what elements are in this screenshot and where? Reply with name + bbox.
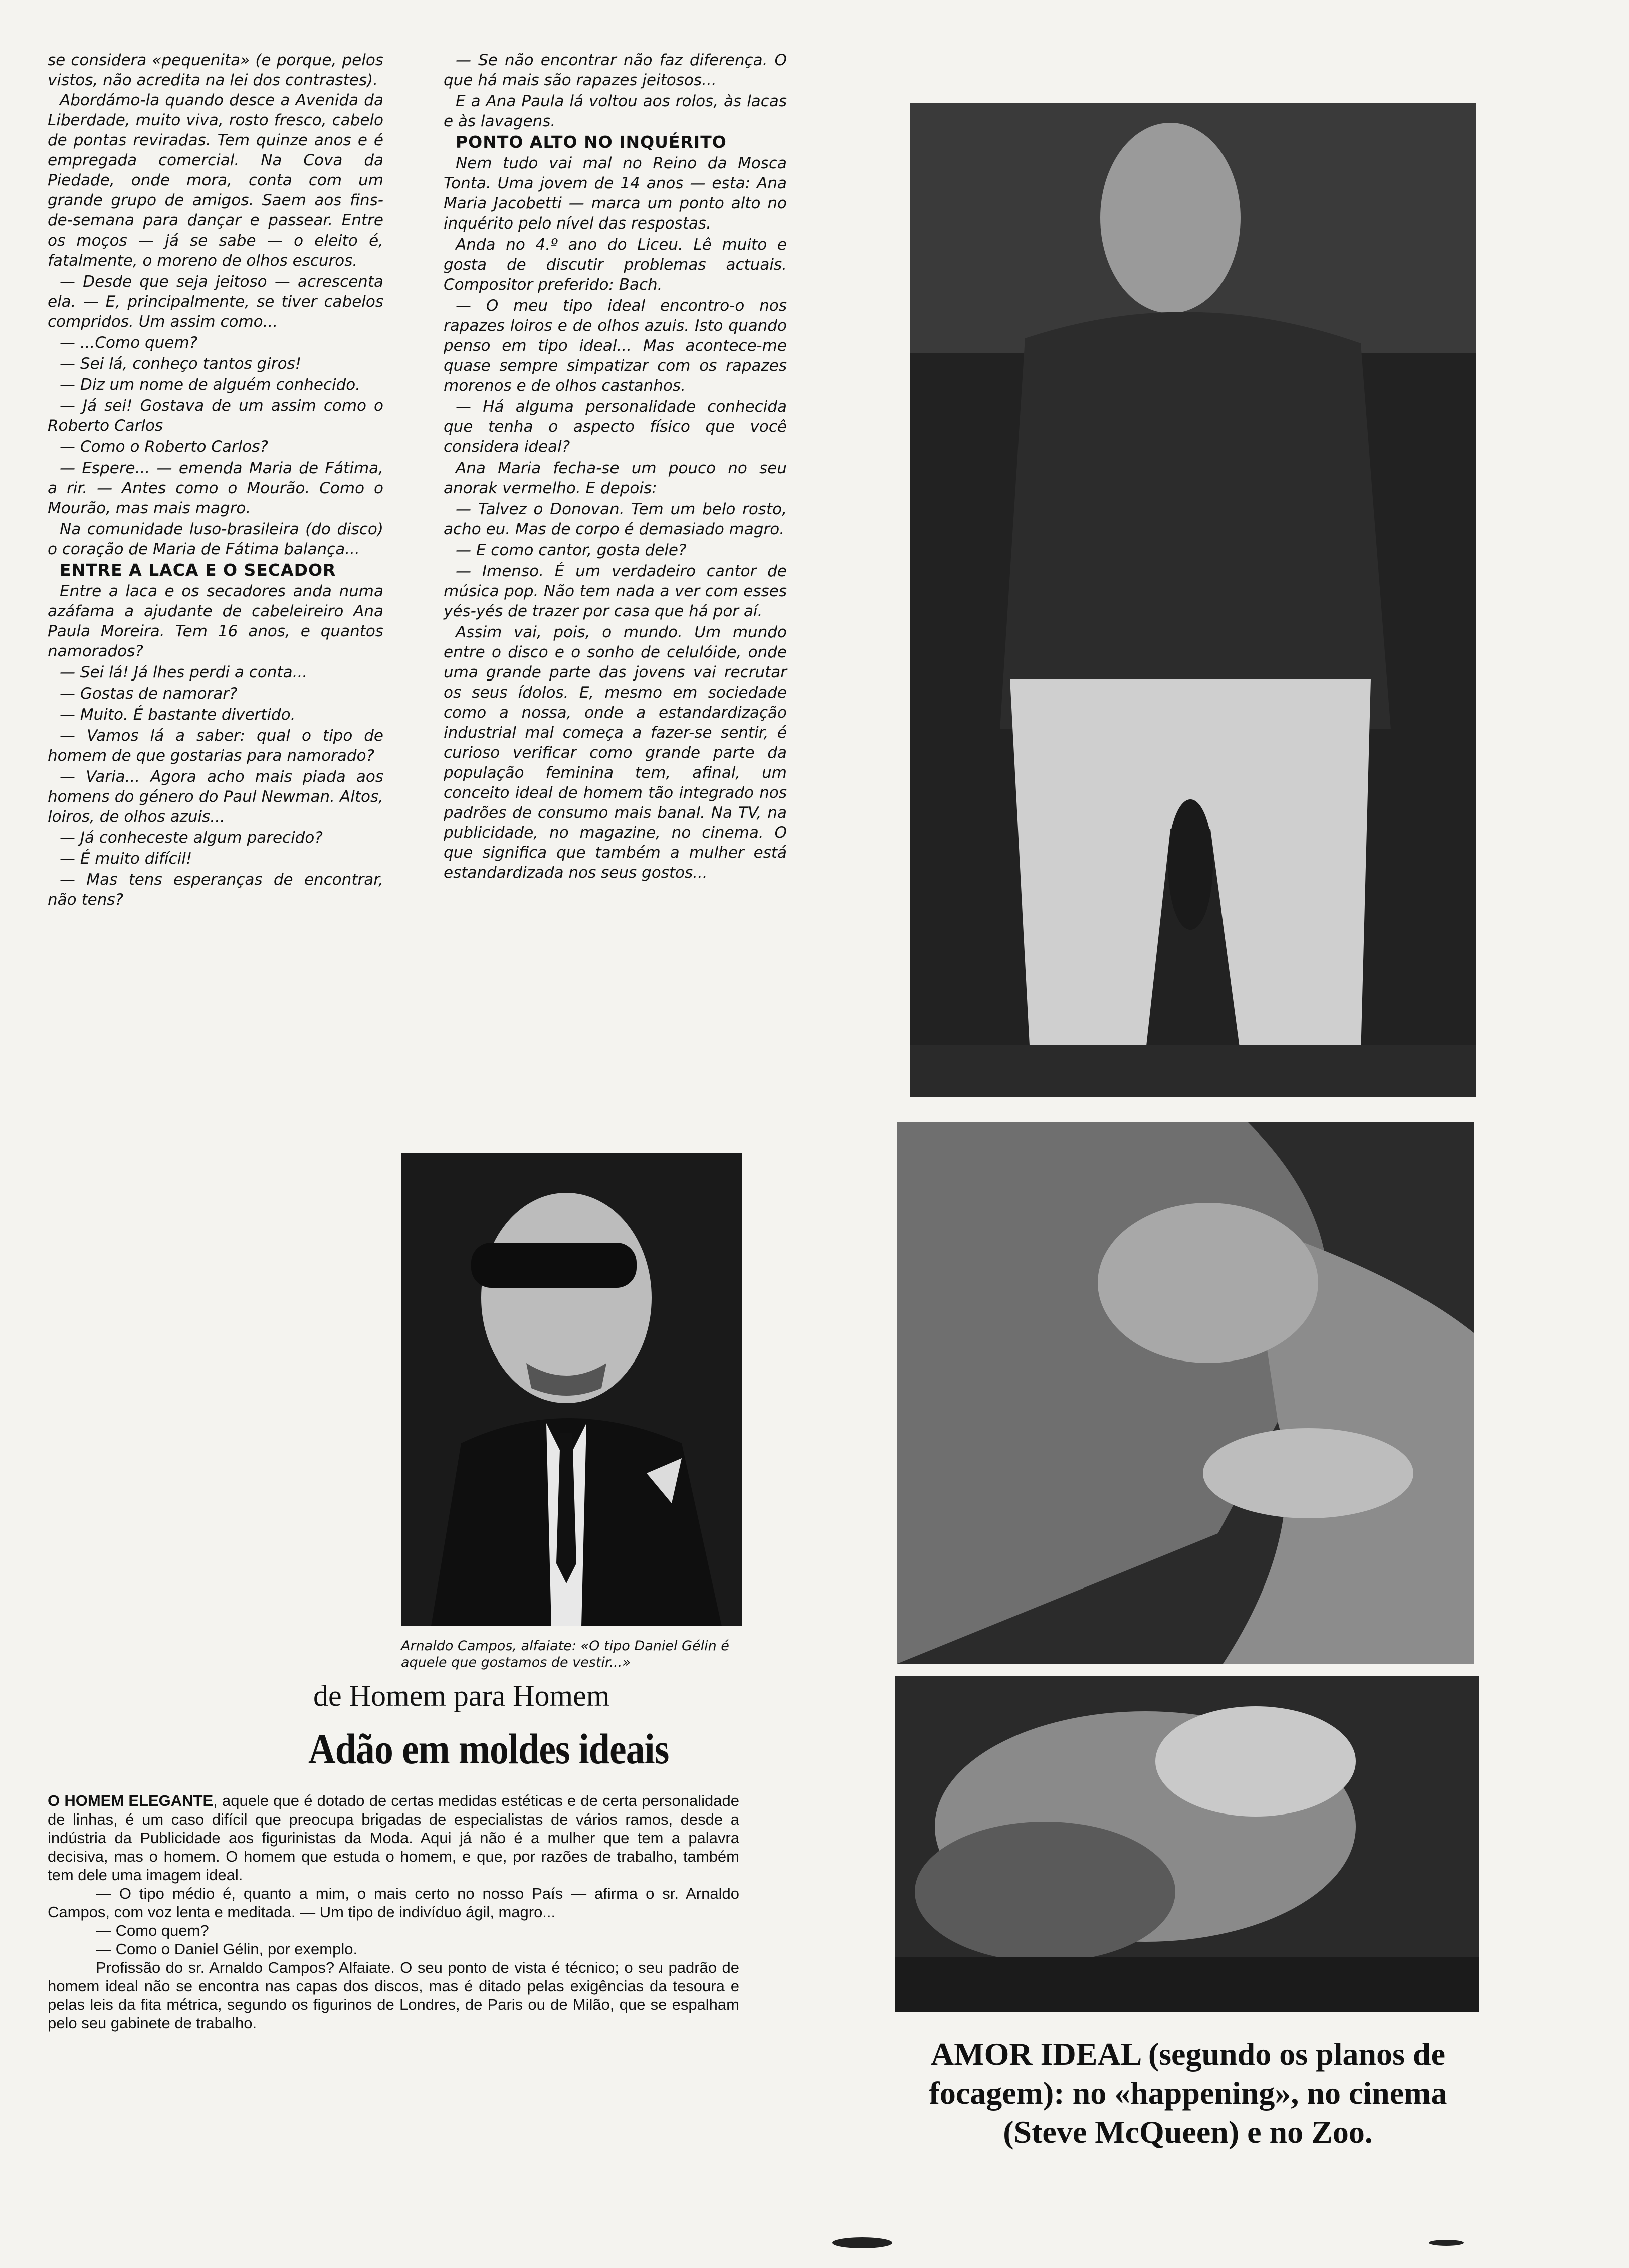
col1-para: se considera «pequenita» (e porque, pelos vistos, não acredita na lei dos contrastes). xyxy=(48,51,383,89)
col1-para: — Vamos lá a saber: qual o tipo de homem de que gostarias para namorado? xyxy=(48,727,383,765)
photos-caption-line-1: AMOR IDEAL (segundo os planos de xyxy=(931,2036,1445,2072)
column-1 xyxy=(48,50,383,911)
photo-zoo-art xyxy=(895,1676,1479,2012)
section-heading-laca: ENTRE A LACA E O SECADOR xyxy=(60,560,336,580)
column-2 xyxy=(444,50,787,884)
feature-para: — Como quem? xyxy=(96,1922,209,1939)
section-heading-ponto-alto: PONTO ALTO NO INQUÉRITO xyxy=(456,132,727,152)
feature-para-text: , aquele que é dotado de certas medidas estéticas e de certa personalidade de linhas, é um caso difícil que preocupa brigadas de especialistas de vários ramos, desde a indústria da Publicidade aos figurinistas da Moda. Aqui já não é a mulher que tem a palavra decisiva, mas o homem. O homem que estuda o homem, e que, por razões de trabalho, também tem dele uma imagem ideal. xyxy=(48,1792,739,1884)
photos-caption xyxy=(882,2034,1494,2152)
feature-para xyxy=(48,1791,739,1884)
portrait-caption: Arnaldo Campos, alfaiate: «O tipo Daniel Gélin é aquele que gostamos de vestir...» xyxy=(401,1638,729,1670)
col2-para: — Se não encontrar não faz diferença. O que há mais são rapazes jeitosos... xyxy=(444,51,787,89)
feature-para: — O tipo médio é, quanto a mim, o mais certo no nosso País — afirma o sr. Arnaldo Campos, com voz lenta e meditada. — Um tipo de indivíduo ágil, magro... xyxy=(48,1885,739,1921)
col2-para: — Há alguma personalidade conhecida que tenha o aspecto físico que você considera ideal? xyxy=(444,398,787,456)
col1-para: Entre a laca e os secadores anda numa azáfama a ajudante de cabeleireiro Ana Paula Moreira. Tem 16 anos, e quantos namorados? xyxy=(48,582,383,660)
col2-para: — E como cantor, gosta dele? xyxy=(456,541,687,559)
photos-caption-line-3: (Steve McQueen) e no Zoo. xyxy=(1003,2114,1373,2150)
col1-para: — Como o Roberto Carlos? xyxy=(60,438,268,456)
col1-para: — Espere... — emenda Maria de Fátima, a rir. — Antes como o Mourão. Como o Mourão, mas mais magro. xyxy=(48,459,383,517)
col2-para: E a Ana Paula lá voltou aos rolos, às lacas e às lavagens. xyxy=(444,92,787,130)
col1-para: Na comunidade luso-brasileira (do disco) o coração de Maria de Fátima balança... xyxy=(48,520,383,558)
photo-happening xyxy=(910,103,1476,1097)
col1-para: — Já conheceste algum parecido? xyxy=(60,829,323,847)
col1-para: — Muito. É bastante divertido. xyxy=(60,706,296,724)
col2-para: — O meu tipo ideal encontro-o nos rapazes loiros e de olhos azuis. Isto quando penso em tipo ideal... Mas acontece-me quase sempre simpatizar com os rapazes morenos e de olhos castanhos. xyxy=(444,297,787,395)
col1-para: — Varia... Agora acho mais piada aos homens do género do Paul Newman. Altos, loiros, de olhos azuis... xyxy=(48,768,383,826)
photo-portrait xyxy=(401,1153,742,1626)
feature-lead: O HOMEM ELEGANTE xyxy=(48,1792,214,1809)
photo-happening-art xyxy=(910,103,1476,1097)
col2-para: Anda no 4.º ano do Liceu. Lê muito e gosta de discutir problemas actuais. Compositor preferido: Bach. xyxy=(444,236,787,294)
col1-para: — Diz um nome de alguém conhecido. xyxy=(60,376,361,394)
col1-para: — É muito difícil! xyxy=(60,850,192,868)
col1-para: Abordámo-la quando desce a Avenida da Liberdade, muito viva, rosto fresco, cabelo de pontas reviradas. Tem quinze anos e é empregada comercial. Na Cova da Piedade, onde mora, conta com um grande grupo de amigos. Saem aos fins-de-semana para dançar e passear. Entre os moços — já se sabe — o eleito é, fatalmente, o moreno de olhos escuros. xyxy=(48,91,383,270)
photo-cinema-art xyxy=(897,1122,1474,1664)
col2-para: Nem tudo vai mal no Reino da Mosca Tonta. Uma jovem de 14 anos — esta: Ana Maria Jacobetti — marca um ponto alto no inquérito pelo nível das respostas. xyxy=(444,154,787,233)
photo-zoo xyxy=(895,1676,1479,2012)
col1-para: — Sei lá! Já lhes perdi a conta... xyxy=(60,663,308,682)
col1-para: — Mas tens esperanças de encontrar, não tens? xyxy=(48,871,383,909)
col1-para: — Desde que seja jeitoso — acrescenta ela. — E, principalmente, se tiver cabelos compridos. Um assim como... xyxy=(48,273,383,331)
col1-para: — Gostas de namorar? xyxy=(60,685,238,703)
col2-para: — Imenso. É um verdadeiro cantor de música pop. Não tem nada a ver com esses yés-yés de trazer por casa que há por aí. xyxy=(444,562,787,620)
ink-smudge xyxy=(832,2237,892,2248)
photo-portrait-art xyxy=(401,1153,742,1626)
photo-cinema xyxy=(897,1122,1474,1664)
col1-para: — Já sei! Gostava de um assim como o Roberto Carlos xyxy=(48,397,383,435)
ink-smudge xyxy=(1429,2240,1464,2246)
col1-para: — ...Como quem? xyxy=(60,334,198,352)
feature-para: — Como o Daniel Gélin, por exemplo. xyxy=(96,1940,358,1958)
col2-para: Ana Maria fecha-se um pouco no seu anorak vermelho. E depois: xyxy=(444,459,787,497)
feature-headline: Adão em moldes ideais xyxy=(308,1725,669,1773)
col1-para: — Sei lá, conheço tantos giros! xyxy=(60,355,302,373)
feature-article xyxy=(48,1791,739,2032)
col2-para: Assim vai, pois, o mundo. Um mundo entre o disco e o sonho de celulóide, onde uma grande parte das jovens vai recrutar os seus ídolos. E, mesmo em sociedade como a nossa, onde a estandardização industrial mal começa a fazer-se sentir, é curioso verificar como grande parte da população feminina tem, afinal, um conceito ideal de homem tão integrado nos padrões de consumo mais banal. Na TV, na publicidade, no magazine, no cinema. O que significa que também a mulher está estandardizada nos seus gostos... xyxy=(444,623,787,882)
feature-para: Profissão do sr. Arnaldo Campos? Alfaiate. O seu ponto de vista é técnico; o seu padrão de homem ideal não se encontra nas capas dos discos, mas é ditado pelas exigências da tesoura e pelas leis da fita métrica, segundo os figurinos de Londres, de Paris ou de Milão, que se espalham pelo seu gabinete de trabalho. xyxy=(48,1959,739,2032)
photos-caption-line-2: focagem): no «happening», no cinema xyxy=(929,2075,1447,2111)
col2-para: — Talvez o Donovan. Tem um belo rosto, acho eu. Mas de corpo é demasiado magro. xyxy=(444,500,787,538)
feature-kicker: de Homem para Homem xyxy=(313,1679,610,1712)
